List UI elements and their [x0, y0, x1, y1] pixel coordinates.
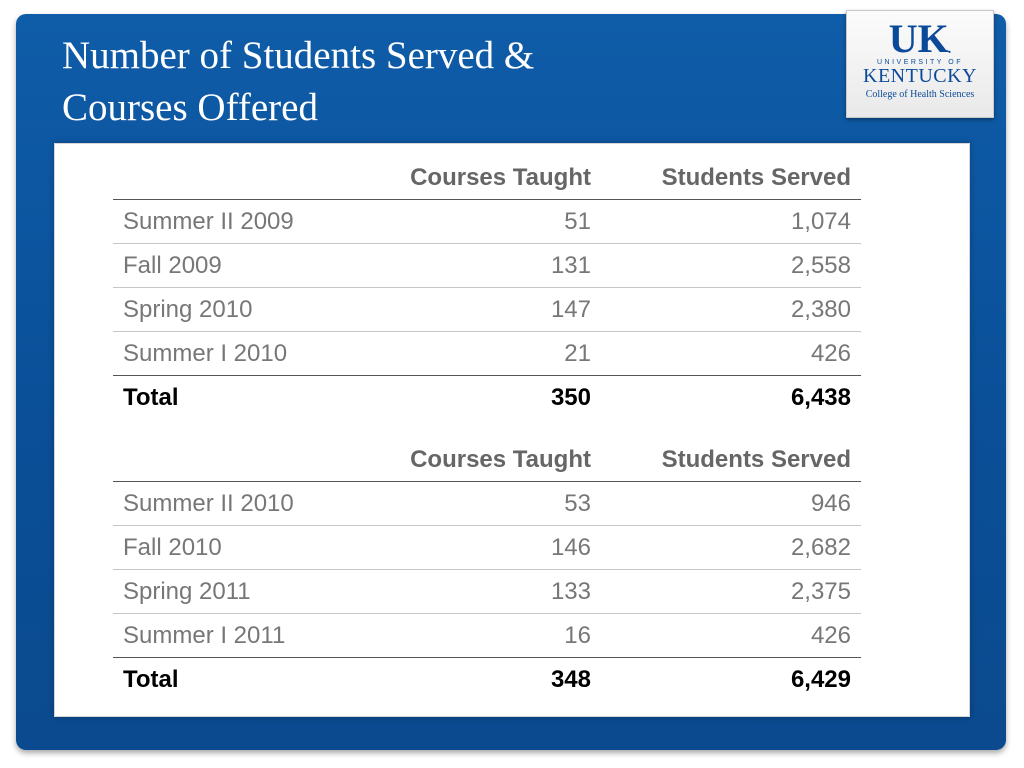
term-cell: Summer II 2009 [113, 200, 363, 244]
logo-college: College of Health Sciences [865, 89, 975, 100]
total-row [113, 658, 861, 702]
total-students: 6,438 [790, 383, 851, 411]
term-cell: Spring 2010 [113, 288, 363, 332]
students-cell: 2,558 [601, 244, 861, 288]
total-courses: 348 [550, 665, 591, 693]
students-cell: 426 [601, 614, 861, 658]
header-students-served: Students Served [601, 438, 861, 482]
header-term [113, 438, 363, 482]
table-row [113, 570, 861, 614]
table-row [113, 332, 861, 376]
logo-university-of: UNIVERSITY OF [876, 59, 964, 66]
slide-title [62, 30, 762, 134]
logo-letter-u: U [888, 16, 918, 61]
students-cell: 2,380 [601, 288, 861, 332]
table-row [113, 482, 861, 526]
table-row [113, 244, 861, 288]
courses-cell: 146 [363, 526, 601, 570]
courses-cell: 53 [363, 482, 601, 526]
table-row [113, 200, 861, 244]
term-cell: Summer I 2010 [113, 332, 363, 376]
content-panel [54, 143, 970, 717]
courses-cell: 51 [363, 200, 601, 244]
header-courses-taught: Courses Taught [363, 438, 601, 482]
logo-kentucky: KENTUCKY [863, 65, 977, 87]
header-students-served: Students Served [601, 156, 861, 200]
courses-cell: 133 [363, 570, 601, 614]
table-2010-2011 [113, 438, 861, 701]
uk-logo-mark [847, 16, 993, 61]
logo-letter-k: K [917, 16, 947, 61]
term-cell: Spring 2011 [113, 570, 363, 614]
table-header-row [113, 156, 861, 200]
slide-title-line-2: Courses Offered [62, 86, 318, 129]
term-cell: Fall 2010 [113, 526, 363, 570]
students-cell: 946 [601, 482, 861, 526]
students-cell: 2,375 [601, 570, 861, 614]
students-cell: 2,682 [601, 526, 861, 570]
courses-cell: 147 [363, 288, 601, 332]
courses-cell: 21 [363, 332, 601, 376]
students-cell: 426 [601, 332, 861, 376]
uk-logo [846, 10, 994, 118]
total-label: Total [123, 383, 179, 411]
term-cell: Summer II 2010 [113, 482, 363, 526]
header-courses-taught: Courses Taught [363, 156, 601, 200]
total-courses: 350 [550, 383, 591, 411]
courses-cell: 16 [363, 614, 601, 658]
table-header-row [113, 438, 861, 482]
table-row [113, 288, 861, 332]
table-row [113, 526, 861, 570]
students-cell: 1,074 [601, 200, 861, 244]
total-students: 6,429 [790, 665, 851, 693]
slide-title-line-1: Number of Students Served & [62, 34, 535, 77]
table-2009-2010 [113, 156, 861, 419]
courses-cell: 131 [363, 244, 601, 288]
total-label: Total [123, 665, 179, 693]
header-term [113, 156, 363, 200]
logo-dot: . [947, 42, 952, 57]
term-cell: Summer I 2011 [113, 614, 363, 658]
term-cell: Fall 2009 [113, 244, 363, 288]
total-row [113, 376, 861, 420]
table-row [113, 614, 861, 658]
